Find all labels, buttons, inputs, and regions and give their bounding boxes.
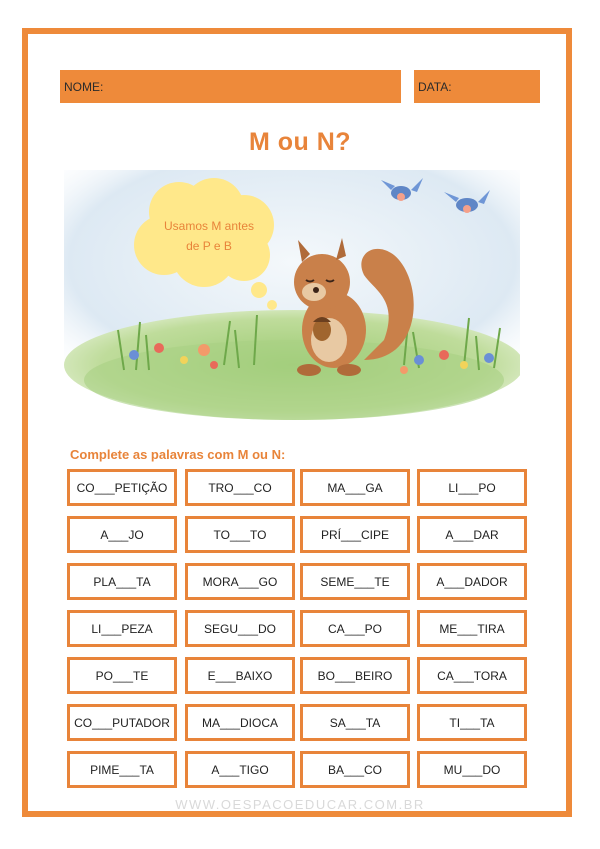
thought-line-1: Usamos M antes	[163, 219, 255, 233]
word-box[interactable]: MA___GA	[300, 469, 410, 506]
word-box[interactable]: SEME___TE	[300, 563, 410, 600]
word-box[interactable]: E___BAIXO	[185, 657, 295, 694]
word-box[interactable]: TRO___CO	[185, 469, 295, 506]
date-label: DATA:	[418, 79, 452, 94]
word-box[interactable]: A___JO	[67, 516, 177, 553]
word-box[interactable]: CO___PUTADOR	[67, 704, 177, 741]
word-box[interactable]: LI___PO	[417, 469, 527, 506]
word-box[interactable]: TI___TA	[417, 704, 527, 741]
page-title: M ou N?	[248, 128, 352, 156]
name-label: NOME:	[64, 79, 104, 94]
word-box[interactable]: CA___PO	[300, 610, 410, 647]
word-box[interactable]: BO___BEIRO	[300, 657, 410, 694]
word-box[interactable]: BA___CO	[300, 751, 410, 788]
word-box[interactable]: PIME___TA	[67, 751, 177, 788]
word-box[interactable]: MU___DO	[417, 751, 527, 788]
word-box[interactable]: MA___DIOCA	[185, 704, 295, 741]
word-box[interactable]: CA___TORA	[417, 657, 527, 694]
word-box[interactable]: TO___TO	[185, 516, 295, 553]
word-box[interactable]: MORA___GO	[185, 563, 295, 600]
word-box[interactable]: PLA___TA	[67, 563, 177, 600]
thought-line-2: de P e B	[186, 239, 232, 253]
word-box[interactable]: SA___TA	[300, 704, 410, 741]
word-box[interactable]: PRÍ___CIPE	[300, 516, 410, 553]
word-box[interactable]: ME___TIRA	[417, 610, 527, 647]
word-box[interactable]: CO___PETIÇÃO	[67, 469, 177, 506]
instruction-text: Complete as palavras com M ou N:	[70, 447, 286, 462]
word-box[interactable]: A___DADOR	[417, 563, 527, 600]
date-field[interactable]	[414, 70, 540, 103]
word-box[interactable]: PO___TE	[67, 657, 177, 694]
website-footer: WWW.OESPACOEDUCAR.COM.BR	[175, 797, 425, 812]
word-box[interactable]: A___TIGO	[185, 751, 295, 788]
word-box[interactable]: SEGU___DO	[185, 610, 295, 647]
name-field[interactable]	[60, 70, 401, 103]
word-box[interactable]: LI___PEZA	[67, 610, 177, 647]
word-box[interactable]: A___DAR	[417, 516, 527, 553]
squirrel-illustration	[64, 170, 520, 432]
